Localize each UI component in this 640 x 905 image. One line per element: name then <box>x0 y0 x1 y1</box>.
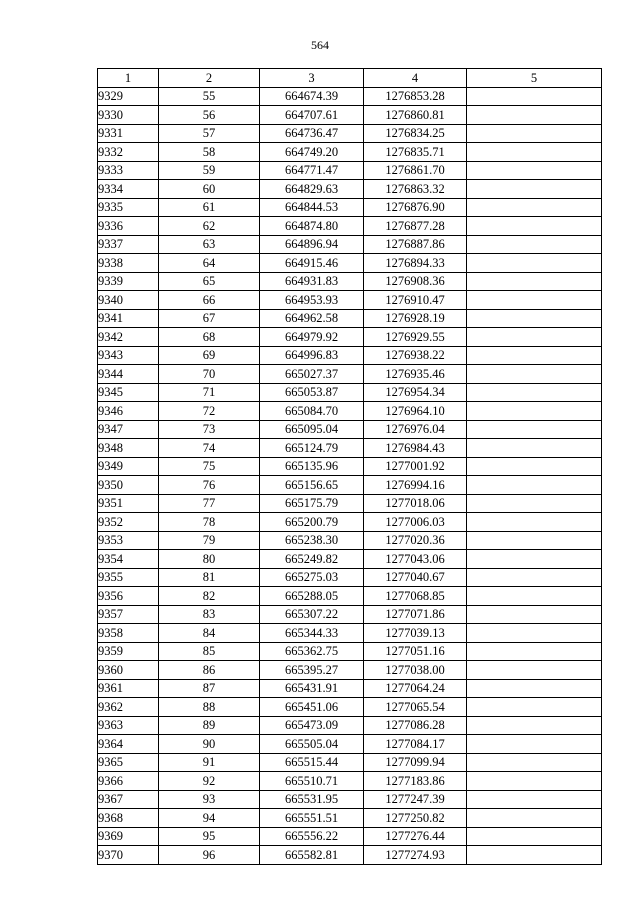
point-number-cell: 94 <box>159 809 260 828</box>
y-coordinate-cell: 1277183.86 <box>364 772 467 791</box>
y-coordinate-cell: 1277276.44 <box>364 827 467 846</box>
point-id-cell: 9330 <box>98 106 159 125</box>
x-coordinate-cell: 665307.22 <box>260 605 364 624</box>
table-row <box>98 217 602 236</box>
point-id-cell: 9351 <box>98 494 159 513</box>
point-id-cell: 9337 <box>98 235 159 254</box>
note-cell <box>467 87 602 106</box>
table-row <box>98 642 602 661</box>
y-coordinate-cell: 1276834.25 <box>364 124 467 143</box>
y-coordinate-cell: 1276910.47 <box>364 291 467 310</box>
y-coordinate-cell: 1276860.81 <box>364 106 467 125</box>
table-row <box>98 143 602 162</box>
table-row <box>98 809 602 828</box>
x-coordinate-cell: 665531.95 <box>260 790 364 809</box>
x-coordinate-cell: 664674.39 <box>260 87 364 106</box>
point-number-cell: 70 <box>159 365 260 384</box>
table-row <box>98 716 602 735</box>
x-coordinate-cell: 665556.22 <box>260 827 364 846</box>
x-coordinate-cell: 665551.51 <box>260 809 364 828</box>
point-number-cell: 66 <box>159 291 260 310</box>
note-cell <box>467 735 602 754</box>
point-number-cell: 57 <box>159 124 260 143</box>
point-number-cell: 87 <box>159 679 260 698</box>
note-cell <box>467 217 602 236</box>
point-number-cell: 64 <box>159 254 260 273</box>
table-row <box>98 291 602 310</box>
x-coordinate-cell: 665124.79 <box>260 439 364 458</box>
point-id-cell: 9361 <box>98 679 159 698</box>
note-cell <box>467 235 602 254</box>
table-row <box>98 254 602 273</box>
x-coordinate-cell: 665084.70 <box>260 402 364 421</box>
note-cell <box>467 753 602 772</box>
x-coordinate-cell: 665175.79 <box>260 494 364 513</box>
x-coordinate-cell: 665053.87 <box>260 383 364 402</box>
y-coordinate-cell: 1276887.86 <box>364 235 467 254</box>
y-coordinate-cell: 1277006.03 <box>364 513 467 532</box>
note-cell <box>467 457 602 476</box>
point-id-cell: 9342 <box>98 328 159 347</box>
table-row <box>98 383 602 402</box>
table-row <box>98 198 602 217</box>
point-id-cell: 9365 <box>98 753 159 772</box>
y-coordinate-cell: 1277086.28 <box>364 716 467 735</box>
note-cell <box>467 513 602 532</box>
table-row <box>98 494 602 513</box>
point-number-cell: 95 <box>159 827 260 846</box>
point-id-cell: 9336 <box>98 217 159 236</box>
point-number-cell: 78 <box>159 513 260 532</box>
y-coordinate-cell: 1277040.67 <box>364 568 467 587</box>
y-coordinate-cell: 1277084.17 <box>364 735 467 754</box>
point-number-cell: 96 <box>159 846 260 865</box>
point-number-cell: 80 <box>159 550 260 569</box>
note-cell <box>467 180 602 199</box>
note-cell <box>467 291 602 310</box>
note-cell <box>467 309 602 328</box>
y-coordinate-cell: 1277039.13 <box>364 624 467 643</box>
y-coordinate-cell: 1276994.16 <box>364 476 467 495</box>
point-id-cell: 9346 <box>98 402 159 421</box>
point-id-cell: 9367 <box>98 790 159 809</box>
note-cell <box>467 254 602 273</box>
point-id-cell: 9357 <box>98 605 159 624</box>
y-coordinate-cell: 1276861.70 <box>364 161 467 180</box>
coordinates-table <box>97 68 602 865</box>
point-number-cell: 71 <box>159 383 260 402</box>
note-cell <box>467 605 602 624</box>
point-number-cell: 73 <box>159 420 260 439</box>
note-cell <box>467 161 602 180</box>
point-id-cell: 9334 <box>98 180 159 199</box>
x-coordinate-cell: 664996.83 <box>260 346 364 365</box>
page-number: 564 <box>311 38 329 52</box>
y-coordinate-cell: 1277001.92 <box>364 457 467 476</box>
point-number-cell: 65 <box>159 272 260 291</box>
table-row <box>98 124 602 143</box>
x-coordinate-cell: 665510.71 <box>260 772 364 791</box>
table-row <box>98 235 602 254</box>
table-row <box>98 513 602 532</box>
x-coordinate-cell: 665362.75 <box>260 642 364 661</box>
point-number-cell: 83 <box>159 605 260 624</box>
point-id-cell: 9331 <box>98 124 159 143</box>
column-header-1: 1 <box>98 69 159 88</box>
point-number-cell: 93 <box>159 790 260 809</box>
x-coordinate-cell: 665582.81 <box>260 846 364 865</box>
note-cell <box>467 476 602 495</box>
note-cell <box>467 143 602 162</box>
point-number-cell: 81 <box>159 568 260 587</box>
y-coordinate-cell: 1277274.93 <box>364 846 467 865</box>
note-cell <box>467 809 602 828</box>
point-id-cell: 9343 <box>98 346 159 365</box>
point-id-cell: 9356 <box>98 587 159 606</box>
y-coordinate-cell: 1277065.54 <box>364 698 467 717</box>
y-coordinate-cell: 1276935.46 <box>364 365 467 384</box>
x-coordinate-cell: 664931.83 <box>260 272 364 291</box>
x-coordinate-cell: 665515.44 <box>260 753 364 772</box>
y-coordinate-cell: 1277250.82 <box>364 809 467 828</box>
table-row <box>98 87 602 106</box>
y-coordinate-cell: 1277051.16 <box>364 642 467 661</box>
note-cell <box>467 568 602 587</box>
x-coordinate-cell: 665451.06 <box>260 698 364 717</box>
note-cell <box>467 383 602 402</box>
point-id-cell: 9341 <box>98 309 159 328</box>
y-coordinate-cell: 1276976.04 <box>364 420 467 439</box>
point-id-cell: 9364 <box>98 735 159 754</box>
point-number-cell: 89 <box>159 716 260 735</box>
point-number-cell: 92 <box>159 772 260 791</box>
x-coordinate-cell: 664962.58 <box>260 309 364 328</box>
y-coordinate-cell: 1277038.00 <box>364 661 467 680</box>
point-id-cell: 9332 <box>98 143 159 162</box>
table-row <box>98 439 602 458</box>
point-number-cell: 74 <box>159 439 260 458</box>
point-number-cell: 75 <box>159 457 260 476</box>
note-cell <box>467 790 602 809</box>
point-number-cell: 68 <box>159 328 260 347</box>
y-coordinate-cell: 1277099.94 <box>364 753 467 772</box>
point-number-cell: 61 <box>159 198 260 217</box>
point-id-cell: 9366 <box>98 772 159 791</box>
point-id-cell: 9345 <box>98 383 159 402</box>
point-id-cell: 9368 <box>98 809 159 828</box>
point-number-cell: 62 <box>159 217 260 236</box>
x-coordinate-cell: 665344.33 <box>260 624 364 643</box>
note-cell <box>467 661 602 680</box>
x-coordinate-cell: 665288.05 <box>260 587 364 606</box>
table-row <box>98 790 602 809</box>
x-coordinate-cell: 665238.30 <box>260 531 364 550</box>
point-number-cell: 59 <box>159 161 260 180</box>
point-number-cell: 60 <box>159 180 260 199</box>
point-id-cell: 9360 <box>98 661 159 680</box>
x-coordinate-cell: 665473.09 <box>260 716 364 735</box>
column-header-4: 4 <box>364 69 467 88</box>
note-cell <box>467 106 602 125</box>
x-coordinate-cell: 664749.20 <box>260 143 364 162</box>
point-id-cell: 9335 <box>98 198 159 217</box>
x-coordinate-cell: 665027.37 <box>260 365 364 384</box>
x-coordinate-cell: 664844.53 <box>260 198 364 217</box>
x-coordinate-cell: 665431.91 <box>260 679 364 698</box>
note-cell <box>467 846 602 865</box>
x-coordinate-cell: 665249.82 <box>260 550 364 569</box>
y-coordinate-cell: 1276908.36 <box>364 272 467 291</box>
table-row <box>98 679 602 698</box>
note-cell <box>467 642 602 661</box>
point-number-cell: 86 <box>159 661 260 680</box>
point-number-cell: 69 <box>159 346 260 365</box>
point-number-cell: 67 <box>159 309 260 328</box>
table-body <box>98 87 602 864</box>
note-cell <box>467 365 602 384</box>
table-row <box>98 772 602 791</box>
point-number-cell: 90 <box>159 735 260 754</box>
point-id-cell: 9358 <box>98 624 159 643</box>
header-row <box>98 69 602 88</box>
note-cell <box>467 346 602 365</box>
table-row <box>98 420 602 439</box>
point-number-cell: 85 <box>159 642 260 661</box>
table-row <box>98 698 602 717</box>
note-cell <box>467 587 602 606</box>
y-coordinate-cell: 1276853.28 <box>364 87 467 106</box>
table-row <box>98 180 602 199</box>
x-coordinate-cell: 665095.04 <box>260 420 364 439</box>
point-id-cell: 9333 <box>98 161 159 180</box>
note-cell <box>467 494 602 513</box>
y-coordinate-cell: 1276928.19 <box>364 309 467 328</box>
y-coordinate-cell: 1276929.55 <box>364 328 467 347</box>
y-coordinate-cell: 1276876.90 <box>364 198 467 217</box>
y-coordinate-cell: 1276877.28 <box>364 217 467 236</box>
table-row <box>98 476 602 495</box>
table-row <box>98 735 602 754</box>
column-header-3: 3 <box>260 69 364 88</box>
table-row <box>98 328 602 347</box>
table-header <box>98 69 602 88</box>
x-coordinate-cell: 664771.47 <box>260 161 364 180</box>
x-coordinate-cell: 664896.94 <box>260 235 364 254</box>
x-coordinate-cell: 665200.79 <box>260 513 364 532</box>
point-number-cell: 77 <box>159 494 260 513</box>
note-cell <box>467 679 602 698</box>
y-coordinate-cell: 1277018.06 <box>364 494 467 513</box>
table-row <box>98 624 602 643</box>
x-coordinate-cell: 665156.65 <box>260 476 364 495</box>
x-coordinate-cell: 665505.04 <box>260 735 364 754</box>
note-cell <box>467 328 602 347</box>
table-row <box>98 272 602 291</box>
x-coordinate-cell: 665395.27 <box>260 661 364 680</box>
table-row <box>98 550 602 569</box>
note-cell <box>467 531 602 550</box>
x-coordinate-cell: 665135.96 <box>260 457 364 476</box>
y-coordinate-cell: 1277064.24 <box>364 679 467 698</box>
point-number-cell: 76 <box>159 476 260 495</box>
point-id-cell: 9338 <box>98 254 159 273</box>
table-row <box>98 402 602 421</box>
note-cell <box>467 827 602 846</box>
point-number-cell: 56 <box>159 106 260 125</box>
point-number-cell: 82 <box>159 587 260 606</box>
point-number-cell: 84 <box>159 624 260 643</box>
x-coordinate-cell: 665275.03 <box>260 568 364 587</box>
table-row <box>98 605 602 624</box>
table-row <box>98 568 602 587</box>
note-cell <box>467 124 602 143</box>
point-number-cell: 79 <box>159 531 260 550</box>
point-id-cell: 9363 <box>98 716 159 735</box>
note-cell <box>467 198 602 217</box>
point-id-cell: 9370 <box>98 846 159 865</box>
y-coordinate-cell: 1276938.22 <box>364 346 467 365</box>
table-row <box>98 661 602 680</box>
table-row <box>98 457 602 476</box>
point-id-cell: 9359 <box>98 642 159 661</box>
point-id-cell: 9349 <box>98 457 159 476</box>
x-coordinate-cell: 664707.61 <box>260 106 364 125</box>
note-cell <box>467 402 602 421</box>
y-coordinate-cell: 1277068.85 <box>364 587 467 606</box>
point-id-cell: 9348 <box>98 439 159 458</box>
point-number-cell: 55 <box>159 87 260 106</box>
x-coordinate-cell: 664736.47 <box>260 124 364 143</box>
point-number-cell: 58 <box>159 143 260 162</box>
y-coordinate-cell: 1277071.86 <box>364 605 467 624</box>
table-row <box>98 587 602 606</box>
note-cell <box>467 772 602 791</box>
column-header-2: 2 <box>159 69 260 88</box>
point-number-cell: 88 <box>159 698 260 717</box>
point-id-cell: 9339 <box>98 272 159 291</box>
point-id-cell: 9354 <box>98 550 159 569</box>
y-coordinate-cell: 1277020.36 <box>364 531 467 550</box>
x-coordinate-cell: 664915.46 <box>260 254 364 273</box>
y-coordinate-cell: 1277043.06 <box>364 550 467 569</box>
y-coordinate-cell: 1277247.39 <box>364 790 467 809</box>
table-row <box>98 365 602 384</box>
table-row <box>98 161 602 180</box>
y-coordinate-cell: 1276835.71 <box>364 143 467 162</box>
point-number-cell: 91 <box>159 753 260 772</box>
note-cell <box>467 550 602 569</box>
point-id-cell: 9344 <box>98 365 159 384</box>
x-coordinate-cell: 664953.93 <box>260 291 364 310</box>
note-cell <box>467 698 602 717</box>
table-row <box>98 346 602 365</box>
note-cell <box>467 272 602 291</box>
note-cell <box>467 624 602 643</box>
y-coordinate-cell: 1276894.33 <box>364 254 467 273</box>
table-row <box>98 827 602 846</box>
y-coordinate-cell: 1276964.10 <box>364 402 467 421</box>
point-id-cell: 9353 <box>98 531 159 550</box>
point-id-cell: 9347 <box>98 420 159 439</box>
x-coordinate-cell: 664829.63 <box>260 180 364 199</box>
table-row <box>98 309 602 328</box>
point-id-cell: 9352 <box>98 513 159 532</box>
point-number-cell: 72 <box>159 402 260 421</box>
point-id-cell: 9329 <box>98 87 159 106</box>
point-id-cell: 9350 <box>98 476 159 495</box>
y-coordinate-cell: 1276863.32 <box>364 180 467 199</box>
table-row <box>98 846 602 865</box>
point-id-cell: 9369 <box>98 827 159 846</box>
y-coordinate-cell: 1276984.43 <box>364 439 467 458</box>
point-id-cell: 9362 <box>98 698 159 717</box>
note-cell <box>467 716 602 735</box>
column-header-5: 5 <box>467 69 602 88</box>
note-cell <box>467 439 602 458</box>
point-id-cell: 9355 <box>98 568 159 587</box>
table-row <box>98 106 602 125</box>
x-coordinate-cell: 664979.92 <box>260 328 364 347</box>
x-coordinate-cell: 664874.80 <box>260 217 364 236</box>
point-number-cell: 63 <box>159 235 260 254</box>
table-row <box>98 531 602 550</box>
point-id-cell: 9340 <box>98 291 159 310</box>
table-row <box>98 753 602 772</box>
note-cell <box>467 420 602 439</box>
y-coordinate-cell: 1276954.34 <box>364 383 467 402</box>
